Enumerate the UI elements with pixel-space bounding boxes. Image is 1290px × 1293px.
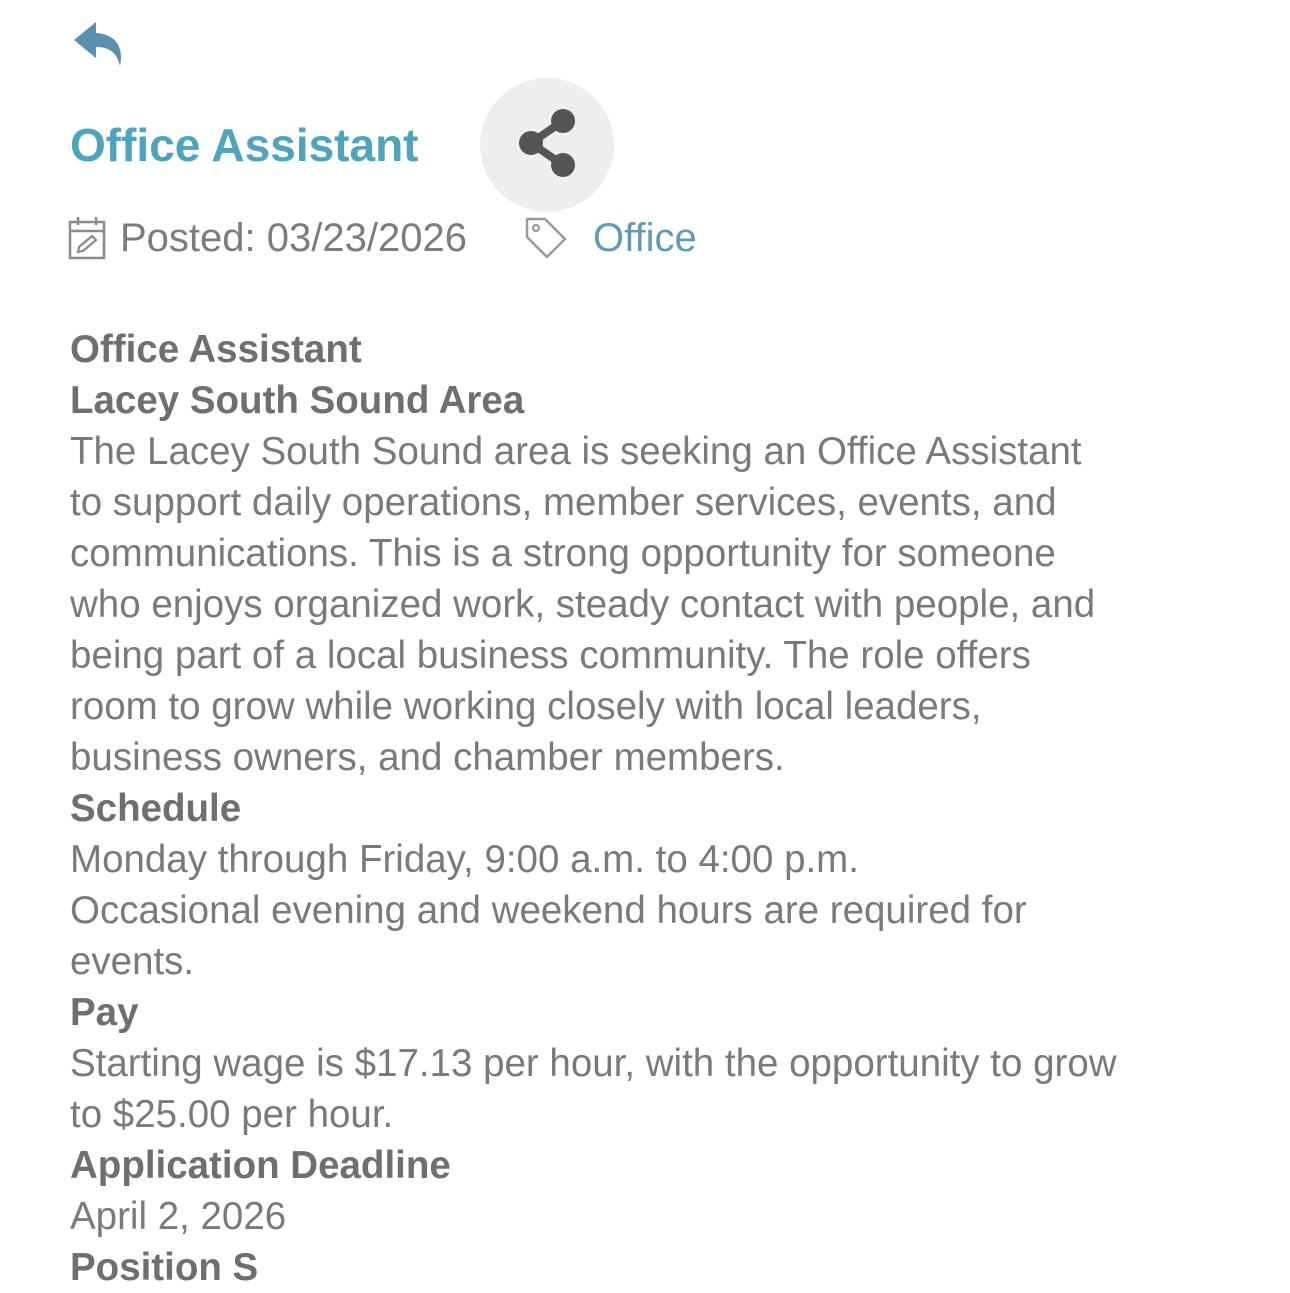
- intro-line: being part of a local business community. The role offers: [70, 634, 1031, 677]
- intro-paragraph: [70, 426, 1230, 783]
- schedule-line: Occasional evening and weekend hours are required for: [70, 889, 1027, 932]
- share-icon: [515, 107, 579, 184]
- pay-line: to $25.00 per hour.: [70, 1093, 394, 1136]
- intro-line: who enjoys organized work, steady contact with people, and: [70, 583, 1096, 626]
- schedule-text: [70, 834, 1230, 987]
- intro-line: to support daily operations, member services, events, and: [70, 481, 1057, 524]
- deadline-value: April 2, 2026: [70, 1195, 287, 1238]
- description-location: Lacey South Sound Area: [70, 379, 525, 422]
- intro-line: room to grow while working closely with local leaders,: [70, 685, 982, 728]
- job-description: [70, 324, 1230, 1293]
- intro-line: communications. This is a strong opportunity for someone: [70, 532, 1056, 575]
- meta-row: [68, 212, 697, 264]
- back-arrow-icon: [66, 18, 128, 70]
- calendar-edit-icon: [68, 216, 106, 260]
- page-title: Office Assistant: [70, 119, 419, 171]
- posted-date: Posted: 03/23/2026: [120, 215, 467, 260]
- schedule-heading: Schedule: [70, 787, 242, 830]
- pay-line: Starting wage is $17.13 per hour, with the opportunity to grow: [70, 1042, 1117, 1085]
- schedule-line: Monday through Friday, 9:00 a.m. to 4:00 p.m.: [70, 838, 859, 881]
- pay-heading: Pay: [70, 991, 139, 1034]
- intro-line: business owners, and chamber members.: [70, 736, 785, 779]
- pay-text: [70, 1038, 1230, 1140]
- tag-icon: [523, 215, 569, 261]
- intro-line: The Lacey South Sound area is seeking an Office Assistant: [70, 430, 1082, 473]
- share-button[interactable]: [480, 78, 614, 212]
- deadline-heading: Application Deadline: [70, 1144, 451, 1187]
- back-button[interactable]: [66, 18, 128, 70]
- schedule-line: events.: [70, 940, 195, 983]
- category-link[interactable]: Office: [592, 215, 697, 260]
- next-section-heading: Position S: [70, 1246, 259, 1289]
- description-title: Office Assistant: [70, 328, 362, 371]
